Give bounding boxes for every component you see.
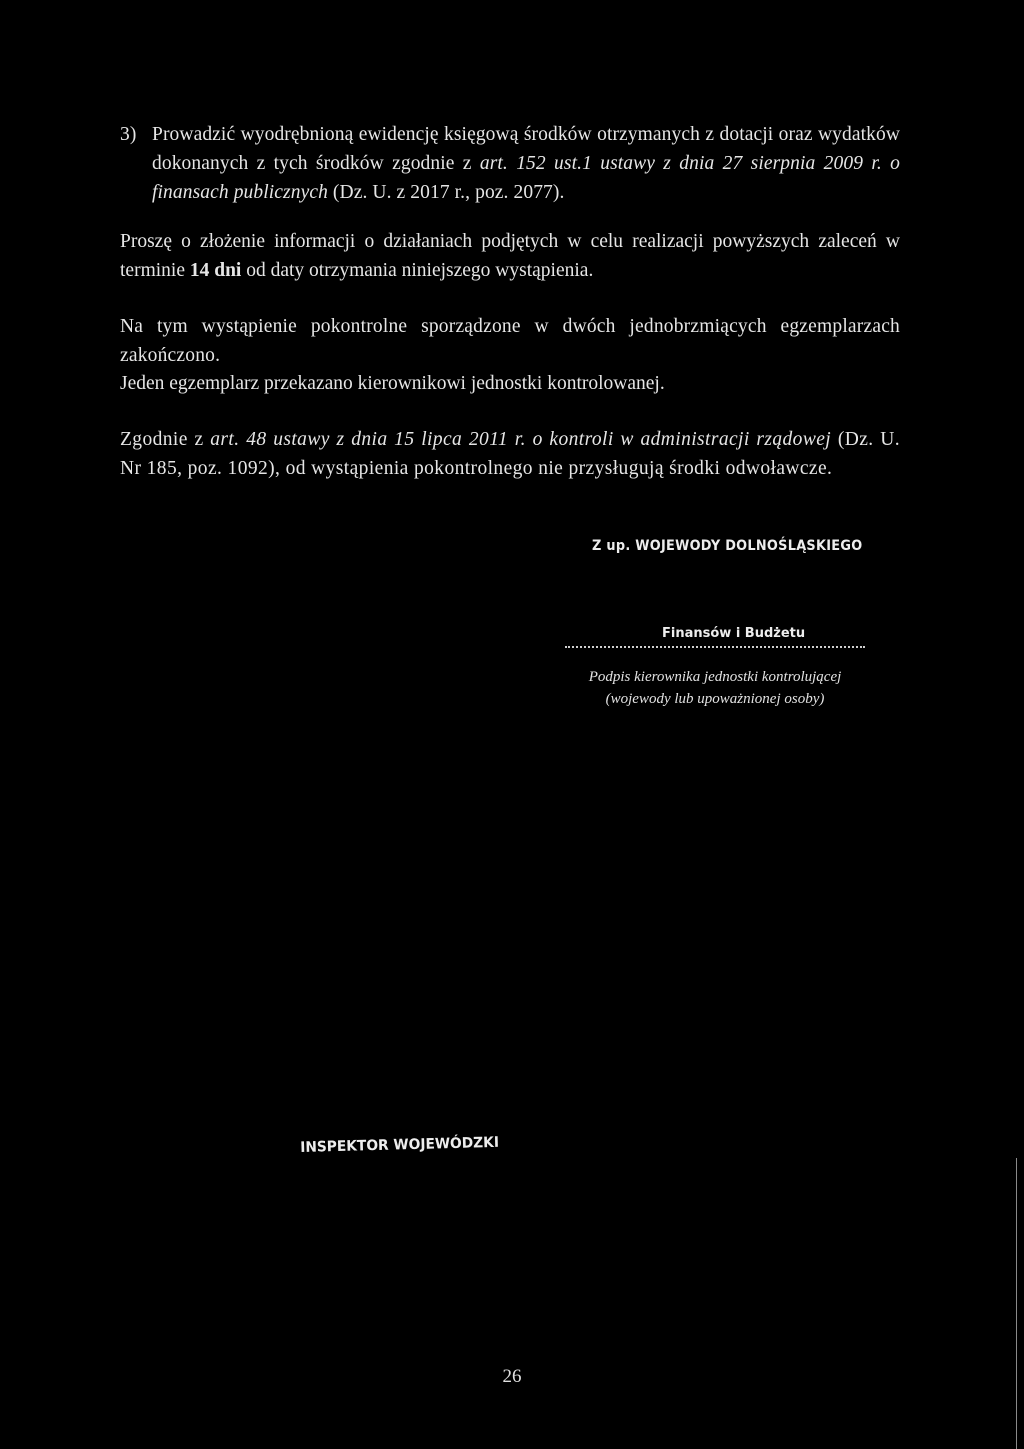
legal-text-after: (Dz. U. Nr 185, poz. 1092), od wystąpienia pokontrolnego nie przysługują środki odwoławcze. xyxy=(120,429,900,479)
department-stamp: Finansów i Budżetu xyxy=(662,626,806,641)
request-text-after: od daty otrzymania niniejszego wystąpienia. xyxy=(241,260,594,281)
legal-text-before: Zgodnie z xyxy=(120,429,211,450)
office-stamp: Z up. WOJEWODY DOLNOŚLĄSKIEGO xyxy=(592,538,863,554)
item-text-before: Prowadzić wyodrębnioną ewidencję księgową środków otrzymanych z dotacji oraz wydatków dokonanych z tych środków zgodnie z xyxy=(152,124,900,174)
copy-note-paragraph: Jeden egzemplarz przekazano kierownikowi jednostki kontrolowanej. xyxy=(120,373,665,394)
closing-paragraph: Na tym wystąpienie pokontrolne sporządzone w dwóch jednobrzmiących egzemplarzach zakończono. xyxy=(120,316,900,366)
deadline: 14 dni xyxy=(189,260,242,281)
legal-reference: art. 48 ustawy z dnia 15 lipca 2011 r. o kontroli w administracji rządowej xyxy=(210,429,832,450)
legal-paragraph xyxy=(120,425,900,483)
request-text-before: Proszę o złożenie informacji o działaniach podjętych w celu realizacji powyższych zaleceń w terminie xyxy=(120,231,900,281)
signature-caption-line-2: (wojewody lub upoważnionej osoby) xyxy=(605,691,825,707)
page-number: 26 xyxy=(502,1366,522,1387)
inspector-stamp: INSPEKTOR WOJEWÓDZKI xyxy=(300,1134,500,1156)
signature-caption-line-1: Podpis kierownika jednostki kontrolującej xyxy=(588,669,842,685)
item-number: 3) xyxy=(120,124,137,145)
recommendation-item-3 xyxy=(120,120,900,207)
signature-caption xyxy=(540,666,890,710)
scan-edge-line xyxy=(1016,1158,1017,1449)
request-paragraph xyxy=(120,227,900,285)
signature-line xyxy=(565,646,865,648)
item-text-after: (Dz. U. z 2017 r., poz. 2077). xyxy=(327,182,565,203)
item-body xyxy=(152,120,900,207)
item-legal-reference: art. 152 ust.1 ustawy z dnia 27 sierpnia 2009 r. o finansach publicznych xyxy=(152,153,900,203)
